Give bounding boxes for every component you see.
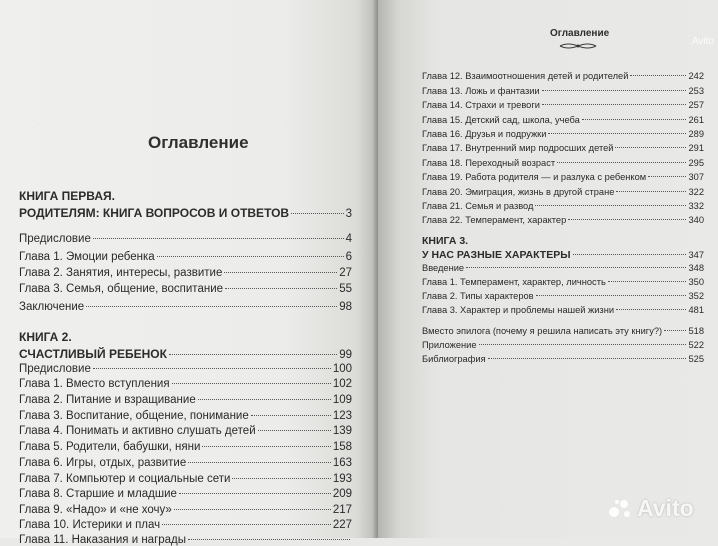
toc-entry [19,534,352,546]
entry-label: Предисловие [19,363,91,375]
page-number: 518 [688,326,704,336]
toc-entry [19,425,352,437]
page-number: 6 [345,251,352,263]
book1-title-line2: РОДИТЕЛЯМ: КНИГА ВОПРОСОВ И ОТВЕТОВ [19,206,290,220]
toc-title: Оглавление [148,133,249,152]
entry-label: Глава 2. Питание и взращивание [19,394,196,406]
leader-dots [225,288,337,289]
toc-entry [19,251,352,263]
leader-dots [188,539,350,540]
toc-entry [19,410,352,422]
leader-dots [648,176,686,177]
entry-label: Предисловие [19,233,91,245]
toc-entry [422,71,704,81]
entry-label: Глава 16. Друзья и подружки [422,129,547,139]
leader-dots [179,493,331,494]
avito-logo-icon [608,498,634,520]
entry-label: Глава 10. Истерики и плач [19,519,161,531]
leader-dots [573,254,687,255]
entry-label: Глава 1. Эмоции ребенка [19,251,155,263]
page-number: 123 [332,410,352,422]
toc-entry [422,187,704,197]
toc-entry [19,473,352,485]
leader-dots [616,309,686,310]
page-number: 295 [688,158,704,168]
book1-title-line1: КНИГА ПЕРВАЯ. [19,189,115,203]
page-number: 217 [332,504,352,516]
leader-dots [198,399,331,400]
page-number: 291 [688,143,704,153]
toc-entry [19,301,352,313]
entry-label: Глава 4. Понимать и активно слушать детей [19,425,256,437]
page-number: 163 [332,457,352,469]
page-number: 109 [332,394,352,406]
page-number: 253 [688,86,704,96]
page-number: 99 [339,349,352,361]
entry-label: Глава 15. Детский сад, школа, учеба [422,115,580,125]
entry-label: Глава 13. Ложь и фантазии [422,86,540,96]
toc-entry [19,504,352,516]
page-number: 522 [688,340,704,350]
book3-title-line1: КНИГА 3. [422,235,469,247]
leader-dots [169,354,337,355]
toc-entry [422,129,704,139]
watermark-text: Avito [637,495,694,521]
leader-dots [232,478,330,479]
page-number: 55 [339,283,352,295]
entry-label: Глава 2. Типы характеров [422,291,534,301]
toc-entry [422,291,704,301]
page-number: 227 [332,519,352,531]
toc-entry [422,354,704,364]
book2-title-line1: КНИГА 2. [19,330,72,344]
leader-dots [162,524,331,525]
book2-title-line2: СЧАСТЛИВЫЙ РЕБЕНОК [19,347,167,361]
page-number: 4 [345,233,352,245]
page-number: 348 [688,263,704,273]
leader-dots [93,238,344,239]
entry-label: Глава 19. Работа родителя — и разлука с ребенком [422,172,647,182]
entry-label: Глава 20. Эмиграция, жизнь в другой стране [422,187,615,197]
leader-dots [615,147,686,148]
leader-dots [172,383,331,384]
entry-label: Глава 7. Компьютер и социальные сети [19,473,231,485]
leader-dots [536,295,687,296]
page-number: 307 [688,172,704,182]
page-number: 98 [339,301,352,313]
book2-title-entry [19,347,352,361]
entry-label: Глава 6. Игры, отдых, развитие [19,457,187,469]
toc-entry [19,457,352,469]
toc-entry [422,215,704,225]
page-number: 525 [688,354,704,364]
entry-label: Глава 1. Темперамент, характер, личность [422,277,606,287]
page-number: 481 [688,305,704,315]
page-number: 257 [688,100,704,110]
entry-label: Глава 21. Семья и развод [422,201,534,211]
leader-dots [479,344,687,345]
entry-label: Глава 1. Вместо вступления [19,378,170,390]
entry-label: Приложение [422,340,477,350]
toc-entry [422,115,704,125]
page-number: 261 [688,115,704,125]
leader-dots [542,90,687,91]
entry-label: Вместо эпилога (почему я решила написать эту книгу?) [422,326,663,336]
book3-title-entry [422,249,704,261]
toc-entry [19,233,352,245]
toc-entry [19,441,352,453]
book3-title-line2: У НАС РАЗНЫЕ ХАРАКТЕРЫ [422,249,571,261]
page-number: 289 [688,129,704,139]
entry-label: Глава 8. Старшие и младшие [19,488,177,500]
leader-dots [466,267,686,268]
toc-entry [422,172,704,182]
page-number: 350 [688,277,704,287]
leader-dots [542,104,687,105]
leader-dots [548,133,686,134]
leader-dots [251,415,331,416]
leader-dots [93,368,331,369]
leader-dots [86,306,337,307]
page-number: 347 [688,250,704,260]
leader-dots [630,75,686,76]
entry-label: Глава 11. Наказания и награды [19,534,187,546]
toc-entry [422,100,704,110]
leader-dots [157,256,344,257]
toc-entry [422,86,704,96]
entry-label: Глава 3. Воспитание, общение, понимание [19,410,249,422]
leader-dots [174,509,331,510]
page-number: 139 [332,425,352,437]
running-header: Оглавление [550,28,610,39]
avito-watermark [608,495,694,522]
ornament-icon [558,41,598,51]
page-number: 340 [688,215,704,225]
page-number: 27 [339,267,352,279]
entry-label: Глава 5. Родители, бабушки, няни [19,441,201,453]
page-number: 193 [332,473,352,485]
leader-dots [535,205,686,206]
toc-entry [422,277,704,287]
toc-entry [422,263,704,273]
toc-entry [19,267,352,279]
toc-entry [422,201,704,211]
toc-entry [19,488,352,500]
leader-dots [582,119,687,120]
page-number: 3 [345,208,352,220]
page-number: 102 [332,378,352,390]
leader-dots [557,162,686,163]
page-number: 332 [688,201,704,211]
toc-entry [19,394,352,406]
entry-label: Глава 3. Характер и проблемы нашей жизни [422,305,615,315]
page-number: 209 [332,488,352,500]
leader-dots [291,213,344,214]
toc-entry [422,143,704,153]
watermark-top: Avito [691,36,714,47]
leader-dots [258,430,331,431]
page-number: 352 [688,291,704,301]
entry-label: Глава 18. Переходный возраст [422,158,556,168]
toc-entry [422,326,704,336]
toc-entry [19,283,352,295]
leader-dots [224,272,337,273]
entry-label: Глава 3. Семья, общение, воспитание [19,283,224,295]
page-number: 158 [332,441,352,453]
toc-entry [422,340,704,350]
leader-dots [616,191,686,192]
toc-entry [19,363,352,375]
entry-label: Глава 12. Взаимоотношения детей и родителей [422,71,629,81]
book1-title-entry [19,206,352,220]
entry-label: Глава 17. Внутренний мир подросших детей [422,143,614,153]
entry-label: Глава 14. Страхи и тревоги [422,100,540,110]
entry-label: Заключение [19,301,85,313]
entry-label: Введение [422,263,465,273]
leader-dots [488,358,687,359]
right-page [378,0,718,538]
entry-label: Глава 2. Занятия, интересы, развитие [19,267,223,279]
toc-entry [422,305,704,315]
leader-dots [664,330,686,331]
page-number: 242 [688,71,704,81]
entry-label: Библиография [422,354,486,364]
page-number: 322 [688,187,704,197]
toc-entry [19,378,352,390]
entry-label: Глава 9. «Надо» и «не хочу» [19,504,172,516]
leader-dots [568,219,686,220]
leader-dots [202,446,330,447]
entry-label: Глава 22. Темперамент, характер [422,215,567,225]
leader-dots [188,462,331,463]
toc-entry [19,519,352,531]
page-number: 100 [332,363,352,375]
toc-entry [422,158,704,168]
leader-dots [608,281,687,282]
